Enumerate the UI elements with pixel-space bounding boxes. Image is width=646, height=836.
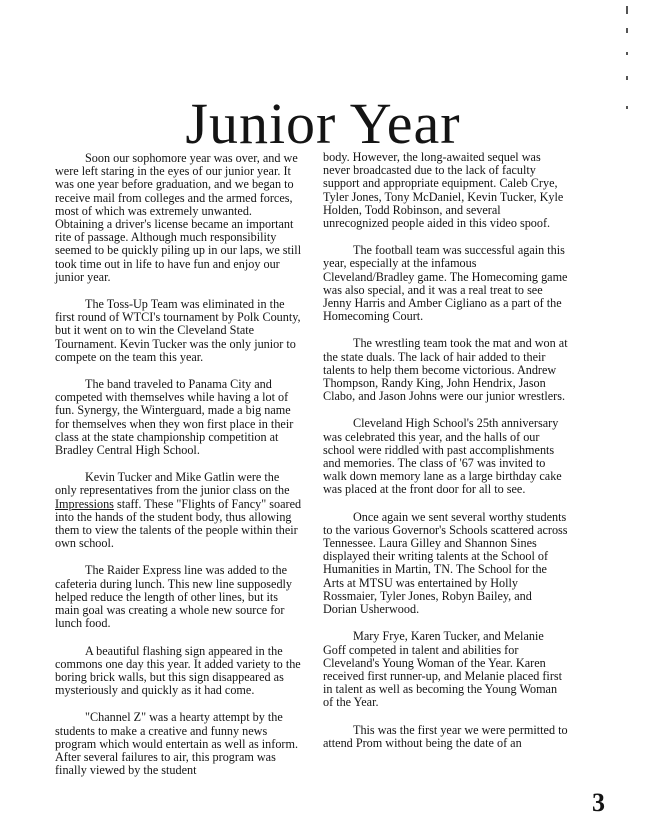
paragraph-wrestling: The wrestling team took the mat and won at the state duals. The lack of hair added to their talents to help them become victorious. Andrew Thompson, Randy King, John Hendrix, Jason Clabo, and Jason Johns were our junior wrestlers. xyxy=(323,336,568,404)
paragraph-football: The football team was successful again this year, especially at the infamous Cleveland/Bradley game. The Homecoming game was also special, and it was a real treat to see Jenny Harris and Amber Cigliano as a part of the Homecoming Court. xyxy=(323,243,568,324)
impressions-title: Impressions xyxy=(55,496,114,511)
right-column xyxy=(323,151,568,764)
paragraph-prom: This was the first year we were permitted to attend Prom without being the date of an xyxy=(323,722,568,750)
page-title: Junior Year xyxy=(185,90,461,156)
paragraph-impressions xyxy=(55,471,302,550)
paragraph-band: The band traveled to Panama City and competed with themselves while having a lot of fun. Synergy, the Winterguard, made a big name for themselves when they won first place in their class at the state championship competition at Bradley Central High School. xyxy=(55,377,294,458)
impressions-text-after: staff. These "Flights of Fancy" soared into the hands of the student body, thus allowing them to view the talents of the people within their own school. xyxy=(55,496,302,551)
impressions-text-before: Kevin Tucker and Mike Gatlin were the only representatives from the junior class on the xyxy=(55,470,290,498)
left-column xyxy=(55,152,302,791)
paragraph-governors-schools: Once again we sent several worthy students to the various Governor's Schools scattered across Tennessee. Laura Gilley and Shannon Sines displayed their writing talents at the School of Humanities in Martin, TN. The School for the Arts at MTSU was entertained by Holly Rossmaier, Tyler Jones, Robyn Bailey, and Dorian Usherwood. xyxy=(323,509,568,617)
paragraph-intro: Soon our sophomore year was over, and we were left staring in the eyes of our junior year. It was one year before graduation, and we began to receive mail from colleges and the armed forces, most of which was extremely unwanted. Obtaining a driver's license became an important rite of passage. Although much responsibility seemed to be quickly piling up in our laps, we still took time out in life to have fun and enjoy our junior year. xyxy=(55,151,302,284)
page-number: 3 xyxy=(592,788,605,817)
paragraph-channel-z: "Channel Z" was a hearty attempt by the students to make a creative and funny news program which would entertain as well as inform. After several failures to air, this program was finally viewed by the student xyxy=(55,710,299,778)
paragraph-toss-up-team: The Toss-Up Team was eliminated in the first round of WTCI's tournament by Polk County, but it went on to win the Cleveland State Tournament. Kevin Tucker was the only junior to compete on the team this year. xyxy=(55,297,301,364)
paragraph-channel-z-continued: body. However, the long-awaited sequel was never broadcasted due to the lack of faculty support and appropriate equipment. Caleb Crye, Tyler Jones, Tony McDaniel, Kevin Tucker, Kyle Holden, Todd Robinson, and several unrecognized people aided in this video spoof. xyxy=(323,150,564,231)
paragraph-young-woman: Mary Frye, Karen Tucker, and Melanie Goff competed in talent and abilities for Cleveland's Young Woman of the Year. Karen received first runner-up, and Melanie placed first in talent as well as becoming the Young Woman of the Year. xyxy=(323,629,563,710)
paragraph-anniversary: Cleveland High School's 25th anniversary was celebrated this year, and the halls of our school were riddled with past accomplishments and memories. The class of '67 was invited to walk down memory lane as a large birthday cake was placed at the front door for all to see. xyxy=(323,416,562,497)
paragraph-raider-express: The Raider Express line was added to the cafeteria during lunch. This new line supposedly helped reduce the length of other lines, but its main goal was creating a whole new source for lunch food. xyxy=(55,563,293,631)
paragraph-flashing-sign: A beautiful flashing sign appeared in the commons one day this year. It added variety to the boring brick walls, but this sign disappeared as mysteriously and quickly as it had come. xyxy=(55,643,301,698)
